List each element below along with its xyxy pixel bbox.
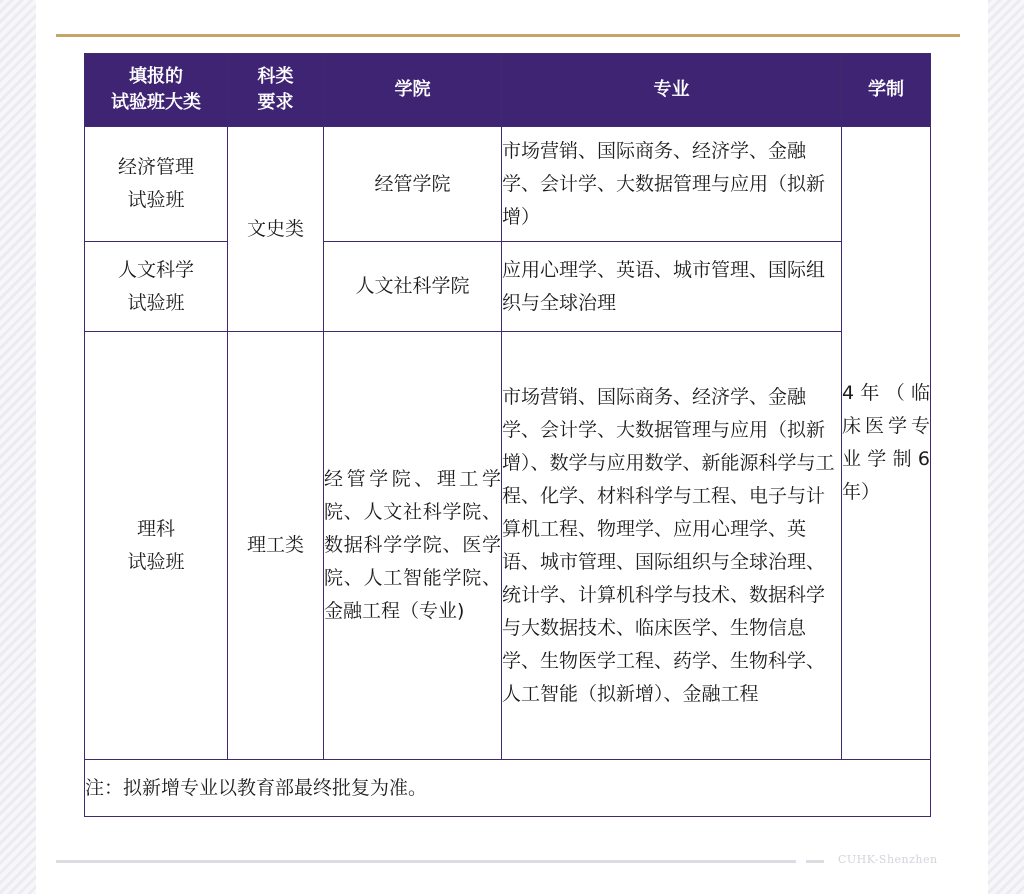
header-subject-requirement: 科类 要求 xyxy=(228,54,324,127)
subject-requirement-cell: 文史类 xyxy=(228,127,324,332)
duration-cell: 4年（临床医学专业学制6年） xyxy=(842,127,931,760)
majors-cell: 应用心理学、英语、城市管理、国际组织与全球治理 xyxy=(502,242,842,332)
class-category-cell: 理科 试验班 xyxy=(85,332,228,760)
note-row xyxy=(85,760,931,817)
header-college: 学院 xyxy=(324,54,502,127)
right-border-texture xyxy=(988,0,1024,894)
table-row xyxy=(85,332,931,760)
footnote: 注：拟新增专业以教育部最终批复为准。 xyxy=(85,760,931,817)
majors-cell: 市场营销、国际商务、经济学、金融学、会计学、大数据管理与应用（拟新增）、数学与应用数学、新能源科学与工程、化学、材料科学与工程、电子与计算机工程、物理学、应用心理学、英语、城市管理、国际组织与全球治理、统计学、计算机科学与技术、数据科学与大数据技术、临床医学、生物信息学、生物医学工程、药学、生物科学、人工智能（拟新增）、金融工程 xyxy=(502,332,842,760)
college-cell: 人文社科学院 xyxy=(324,242,502,332)
table-row xyxy=(85,127,931,242)
table-header-row xyxy=(85,54,931,127)
table-row xyxy=(85,242,931,332)
header-major: 专业 xyxy=(502,54,842,127)
left-border-texture xyxy=(0,0,36,894)
subject-requirement-cell: 理工类 xyxy=(228,332,324,760)
footer-brand-text: CUHK-Shenzhen xyxy=(838,853,938,866)
top-gold-rule xyxy=(56,34,960,37)
college-cell: 经管学院 xyxy=(324,127,502,242)
footer-dash xyxy=(806,860,824,863)
majors-cell: 市场营销、国际商务、经济学、金融学、会计学、大数据管理与应用（拟新增） xyxy=(502,127,842,242)
class-category-cell: 经济管理 试验班 xyxy=(85,127,228,242)
majors-table xyxy=(84,53,931,817)
class-category-cell: 人文科学 试验班 xyxy=(85,242,228,332)
header-duration: 学制 xyxy=(842,54,931,127)
college-cell: 经管学院、理工学院、人文社科学院、数据科学学院、医学院、人工智能学院、金融工程（专业) xyxy=(324,332,502,760)
header-class-category: 填报的 试验班大类 xyxy=(85,54,228,127)
footer-rule xyxy=(56,860,796,863)
